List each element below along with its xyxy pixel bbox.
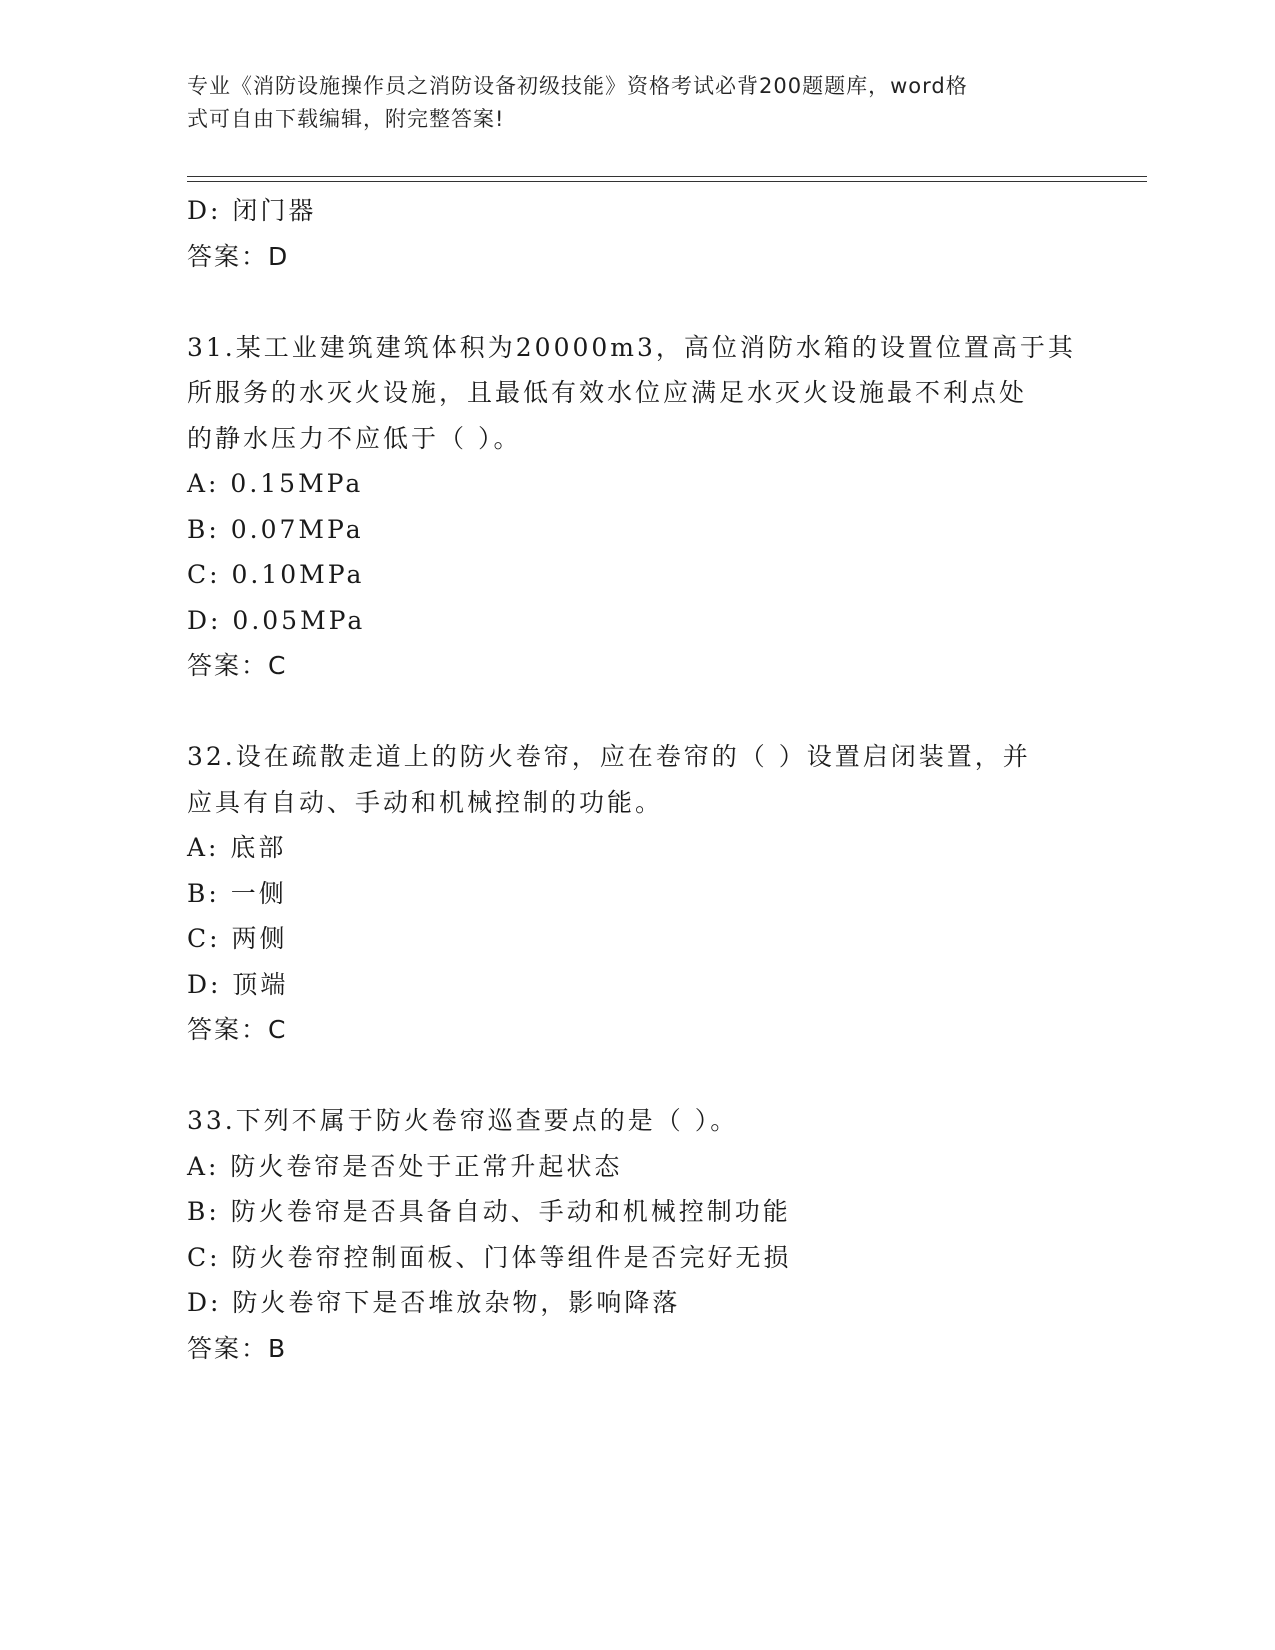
option-d: D: 闭门器 xyxy=(187,196,317,225)
header-divider-bottom xyxy=(187,181,1147,182)
answer-line: 答案：B xyxy=(187,1333,288,1363)
previous-question-tail xyxy=(187,188,1087,279)
option-c: C: 防火卷帘控制面板、门体等组件是否完好无损 xyxy=(187,1242,792,1272)
option-b: B: 一侧 xyxy=(187,878,287,908)
question-stem-line: 应具有自动、手动和机械控制的功能。 xyxy=(187,787,664,817)
option-a: A: 防火卷帘是否处于正常升起状态 xyxy=(187,1151,623,1181)
answer-line: 答案：C xyxy=(187,651,288,680)
option-a: A: 0.15MPa xyxy=(187,469,364,498)
option-c: C: 两侧 xyxy=(187,924,288,953)
question-stem-line: 32.设在疏散走道上的防火卷帘，应在卷帘的（ ）设置启闭装置，并 xyxy=(187,742,1031,771)
document-header xyxy=(187,70,1067,136)
spacer xyxy=(187,1053,1087,1099)
answer-line: 答案：D xyxy=(187,241,290,271)
answer-line: 答案：C xyxy=(187,1015,288,1044)
spacer xyxy=(187,279,1087,325)
question-stem-line: 31.某工业建筑建筑体积为20000m3，高位消防水箱的设置位置高于其 xyxy=(187,332,1076,362)
option-b: B: 0.07MPa xyxy=(187,514,364,544)
question-stem-line: 所服务的水灭火设施，且最低有效水位应满足水灭火设施最不利点处 xyxy=(187,378,1028,407)
question-31 xyxy=(187,325,1087,689)
question-33 xyxy=(187,1098,1087,1371)
header-divider-top xyxy=(187,176,1147,177)
header-line-2: 式可自由下载编辑，附完整答案! xyxy=(187,107,505,131)
option-a: A: 底部 xyxy=(187,833,287,862)
question-list xyxy=(187,188,1087,1371)
question-stem-line: 33.下列不属于防火卷帘巡查要点的是（ ）。 xyxy=(187,1106,739,1135)
option-d: D: 防火卷帘下是否堆放杂物，影响降落 xyxy=(187,1288,681,1317)
option-c: C: 0.10MPa xyxy=(187,560,365,589)
option-d: D: 顶端 xyxy=(187,969,289,999)
option-b: B: 防火卷帘是否具备自动、手动和机械控制功能 xyxy=(187,1197,791,1226)
option-d: D: 0.05MPa xyxy=(187,605,366,635)
spacer xyxy=(187,689,1087,735)
question-stem-line: 的静水压力不应低于（ ）。 xyxy=(187,423,522,453)
header-line-1: 专业《消防设施操作员之消防设备初级技能》资格考试必背200题题库，word格 xyxy=(187,74,968,98)
question-32 xyxy=(187,734,1087,1053)
